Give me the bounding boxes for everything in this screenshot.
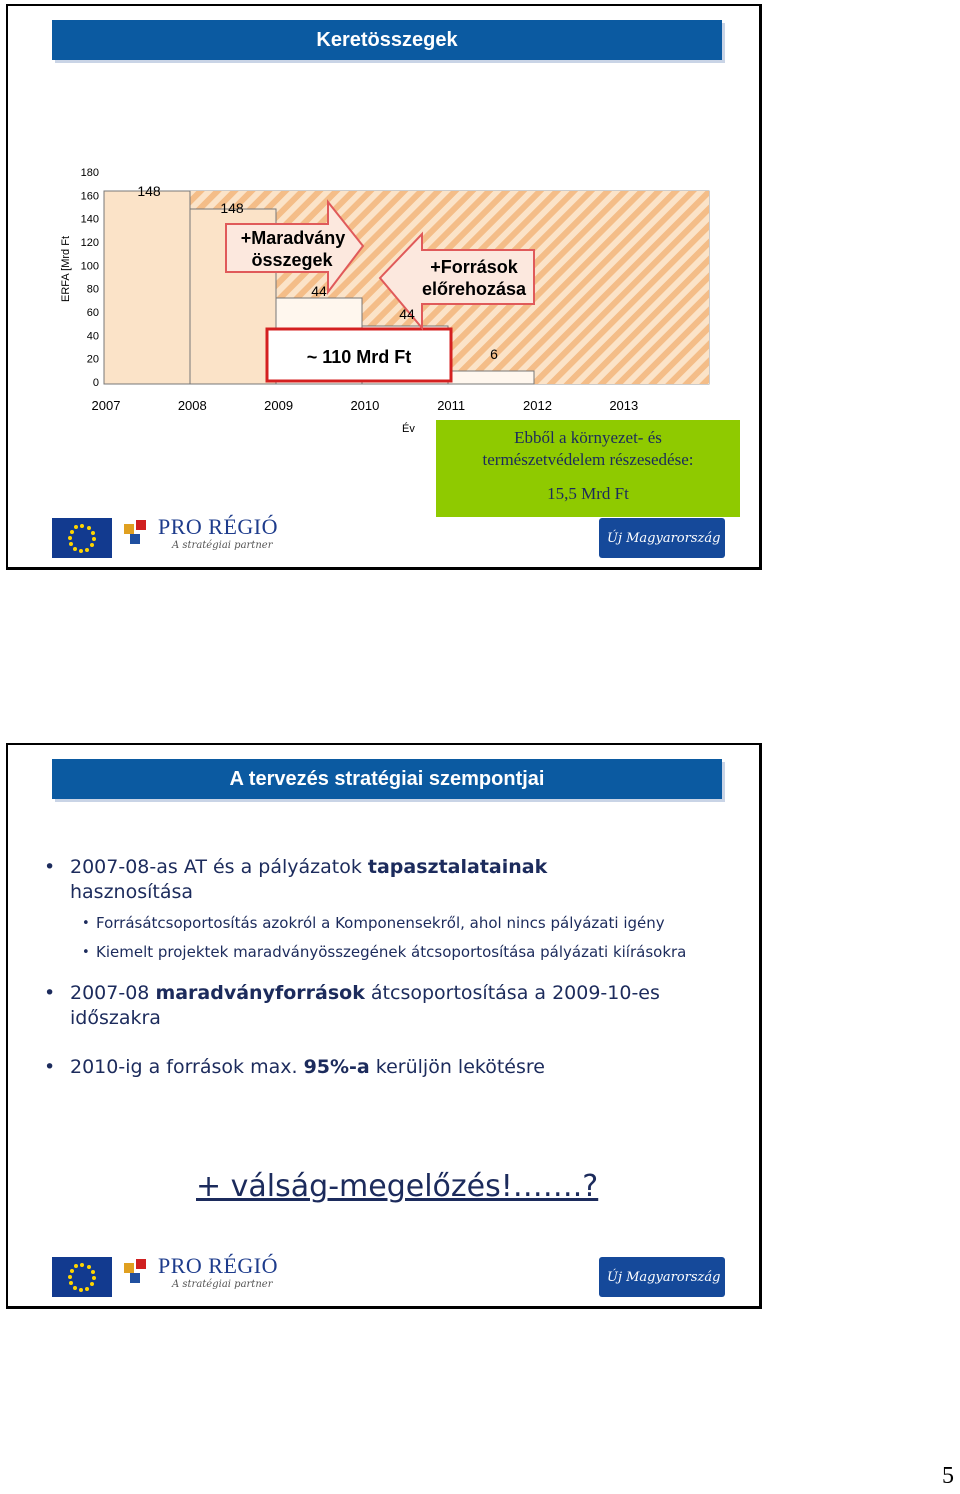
label-maradvany-2: összegek xyxy=(251,250,333,270)
slide-title: A tervezés stratégiai szempontjai xyxy=(52,759,722,799)
y-tick-label: 140 xyxy=(80,213,99,226)
bullet-text: átcsoportosítása a 2009-10-es időszakra xyxy=(70,982,660,1029)
bullet-text: 2007-08 xyxy=(70,982,156,1004)
env-line-1: Ebből a környezet- és xyxy=(514,428,662,447)
eu-stars-icon xyxy=(52,518,112,558)
y-tick-labels xyxy=(81,167,99,389)
subbullet-forrasatcsoportositas: • Forrásátcsoportosítás azokról a Komponensekről, ahol nincs pályázati igény xyxy=(74,913,744,934)
env-line-2: természetvédelem részesedése: xyxy=(482,450,694,469)
bullet-text: 2007-08-as AT és a pályázatok xyxy=(70,856,368,878)
bar-2007 xyxy=(104,191,190,384)
label-forrasok-2: előrehozása xyxy=(421,279,527,299)
bullet-emphasis: 95%-a xyxy=(303,1056,370,1078)
y-tick-label: 180 xyxy=(80,167,99,179)
page-number: 5 xyxy=(942,1463,954,1489)
data-label: 148 xyxy=(220,200,244,216)
y-tick-label: 80 xyxy=(86,283,99,296)
label-forrasok-1: +Források xyxy=(430,257,518,277)
eu-flag-logo xyxy=(52,518,112,558)
proregio-emblem-icon xyxy=(122,1257,156,1287)
eu-flag-logo xyxy=(52,1257,112,1297)
x-tick-label: 2008 xyxy=(177,398,207,413)
y-tick-label: 60 xyxy=(86,307,99,319)
bullet-95-percent xyxy=(44,1055,744,1080)
bullet-list xyxy=(44,855,744,1088)
bullet-emphasis: maradványforrások xyxy=(155,982,365,1004)
bar-2011 xyxy=(448,371,534,384)
y-tick-label: 120 xyxy=(80,237,99,249)
proregio-emblem-icon xyxy=(122,518,156,548)
bullet-text: hasznosítása xyxy=(70,881,194,903)
subbullet-kiemelt-projektek: • Kiemelt projektek maradványösszegének átcsoportosítása pályázati kiírásokra xyxy=(74,942,744,963)
data-label: 148 xyxy=(137,183,161,199)
bullet-text: kerüljön lekötésre xyxy=(369,1056,545,1078)
bullet-text: 2010-ig a források max. xyxy=(70,1056,304,1078)
umft-text: Új Magyarország xyxy=(607,531,721,546)
x-axis-label: Év xyxy=(402,423,415,435)
x-tick-label: 2013 xyxy=(609,398,639,413)
y-tick-label: 40 xyxy=(86,330,99,343)
data-label: 44 xyxy=(311,283,327,299)
uj-magyarorszag-logo xyxy=(599,518,725,558)
x-tick-label: 2011 xyxy=(437,398,466,413)
x-tick-label: 2012 xyxy=(523,398,552,413)
data-label: 44 xyxy=(399,306,415,322)
bullet-tapasztalatok xyxy=(44,855,744,905)
proregio-name: PRO RÉGIÓ xyxy=(158,514,279,539)
umft-text: Új Magyarország xyxy=(607,1270,721,1285)
y-tick-label: 160 xyxy=(80,190,99,203)
total-box-label: ~ 110 Mrd Ft xyxy=(306,347,412,367)
bullet-emphasis: tapasztalatainak xyxy=(367,856,548,878)
proregio-name: PRO RÉGIÓ xyxy=(158,1253,279,1278)
x-tick-label: 2009 xyxy=(264,398,294,413)
y-tick-label: 100 xyxy=(80,260,99,273)
x-tick-label: 2007 xyxy=(91,398,121,413)
slide-tervezes xyxy=(6,743,762,1309)
eu-stars-icon xyxy=(52,1257,112,1297)
x-tick-label: 2010 xyxy=(350,398,380,413)
proregio-logo xyxy=(122,1253,282,1297)
slide-title: Keretösszegek xyxy=(52,20,722,60)
label-maradvany-1: +Maradvány xyxy=(240,228,346,248)
proregio-tagline: A stratégiai partner xyxy=(172,1279,273,1290)
bar-chart xyxy=(8,6,748,436)
crisis-prevention-text: + válság-megelőzés!…….? xyxy=(196,1169,599,1204)
x-tick-labels xyxy=(92,398,639,413)
proregio-tagline: A stratégiai partner xyxy=(172,540,273,551)
env-line-3: 15,5 Mrd Ft xyxy=(547,484,629,503)
y-tick-label: 0 xyxy=(92,377,99,389)
bullet-maradvanyforrasok xyxy=(44,981,744,1031)
proregio-logo xyxy=(122,514,282,558)
slide-keretosszegek xyxy=(6,4,762,570)
data-label: 6 xyxy=(490,346,498,362)
environment-share-box xyxy=(436,420,740,517)
y-tick-label: 20 xyxy=(86,353,99,366)
y-axis-label: ERFA [Mrd Ft xyxy=(60,235,72,302)
uj-magyarorszag-logo xyxy=(599,1257,725,1297)
